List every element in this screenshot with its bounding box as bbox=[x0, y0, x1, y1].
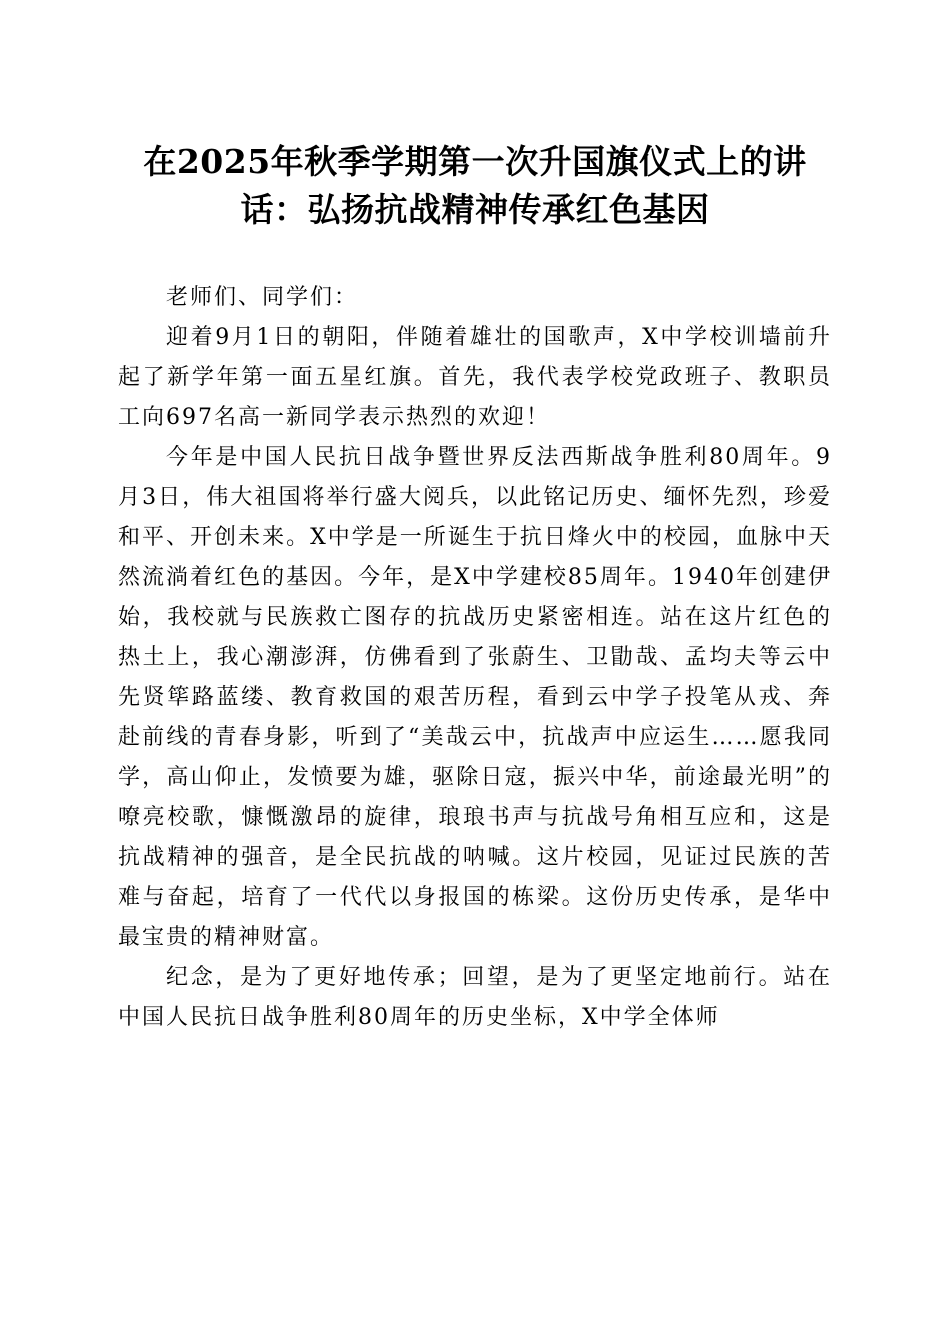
body-paragraph: 今年是中国人民抗日战争暨世界反法西斯战争胜利80周年。9月3日，伟大祖国将举行盛大阅兵，以此铭记历史、缅怀先烈，珍爱和平、开创未来。X中学是一所诞生于抗日烽火中的校园，血脉中天然流淌着红色的基因。今年，是X中学建校85周年。1940年创建伊始，我校就与民族救亡图存的抗战历史紧密相连。站在这片红色的热土上，我心潮澎湃，仿佛看到了张蔚生、卫勖哉、孟均夫等云中先贤筚路蓝缕、教育救国的艰苦历程，看到云中学子投笔从戎、奔赴前线的青春身影，听到了“美哉云中，抗战声中应运生……愿我同学，高山仰止，发愤要为雄，驱除日寇，振兴中华，前途最光明”的嘹亮校歌，慷慨激昂的旋律，琅琅书声与抗战号角相互应和，这是抗战精神的强音，是全民抗战的呐喊。这片校园，见证过民族的苦难与奋起，培育了一代代以身报国的栋梁。这份历史传承，是华中最宝贵的精神财富。 bbox=[118, 445, 832, 950]
document-title: 在2025年秋季学期第一次升国旗仪式上的讲话：弘扬抗战精神传承红色基因 bbox=[143, 142, 807, 229]
salutation-paragraph: 老师们、同学们： bbox=[166, 285, 359, 310]
body-paragraph: 纪念，是为了更好地传承；回望，是为了更坚定地前行。站在中国人民抗日战争胜利80周年的历史坐标，X中学全体师 bbox=[118, 965, 832, 1030]
document-body bbox=[118, 278, 832, 1038]
body-paragraph: 迎着9月1日的朝阳，伴随着雄壮的国歌声，X中学校训墙前升起了新学年第一面五星红旗。首先，我代表学校党政班子、教职员工向697名高一新同学表示热烈的欢迎！ bbox=[118, 325, 832, 430]
